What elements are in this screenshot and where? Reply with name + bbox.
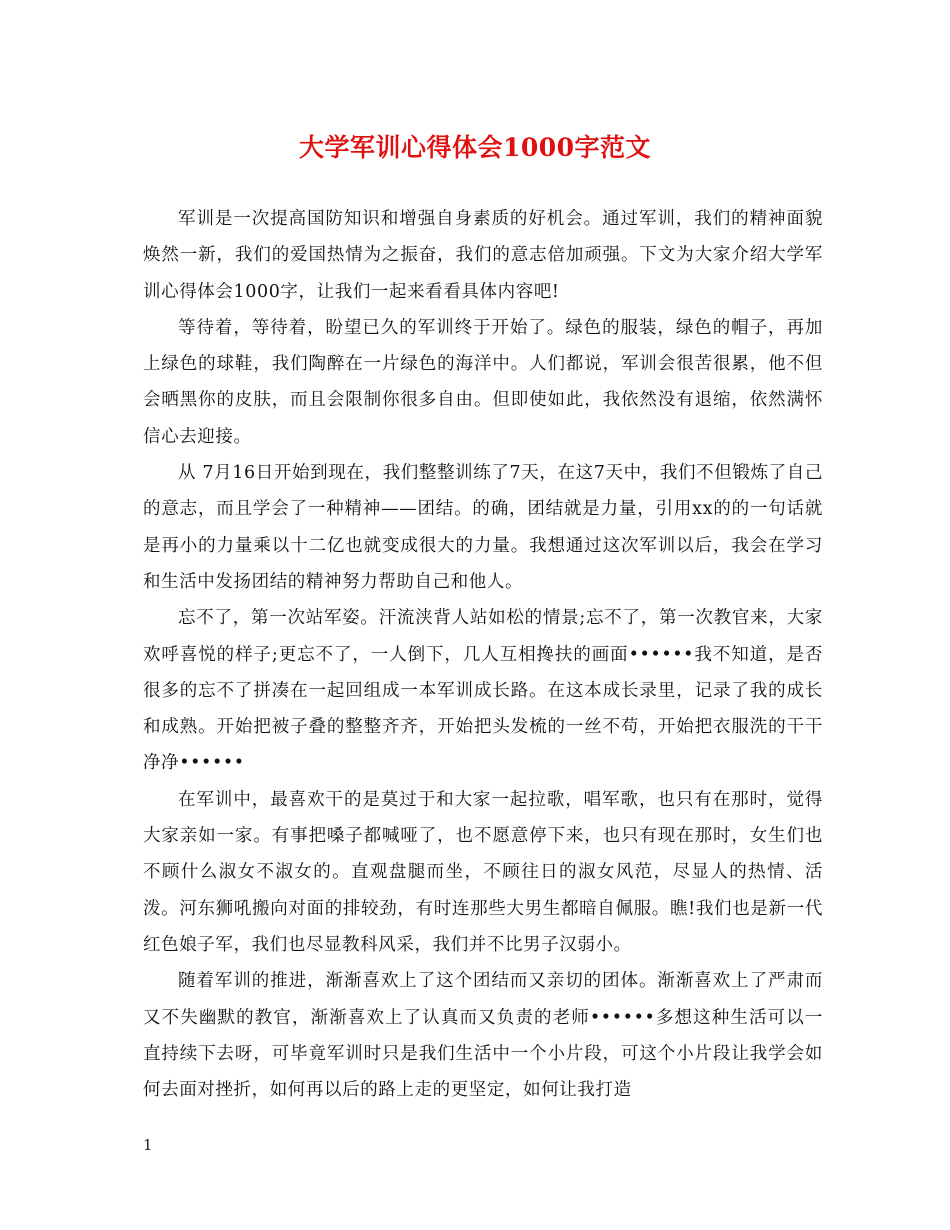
paragraph-1: 军训是一次提高国防知识和增强自身素质的好机会。通过军训，我们的精神面貌焕然一新，我们的爱国热情为之振奋，我们的意志倍加顽强。下文为大家介绍大学军训心得体会1000字，让我们一起来看看具体内容吧! xyxy=(143,209,823,302)
paragraph-3: 从 7月16日开始到现在，我们整整训练了7天，在这7天中，我们不但锻炼了自己的意志，而且学会了一种精神——团结。的确，团结就是力量，引用xx的的一句话就是再小的力量乘以十二亿也就变成很大的力量。我想通过这次军训以后，我会在学习和生活中发扬团结的精神努力帮助自己和他人。 xyxy=(143,463,823,592)
document-title: 大学军训心得体会1000字范文 xyxy=(298,133,652,162)
paragraph-4: 忘不了，第一次站军姿。汗流浃背人站如松的情景;忘不了，第一次教官来，大家欢呼喜悦的样子;更忘不了，一人倒下，几人互相搀扶的画面••••••我不知道，是否很多的忘不了拼凑在一起回组成一本军训成长路。在这本成长录里，记录了我的成长和成熟。开始把被子叠的整整齐齐，开始把头发梳的一丝不苟，开始把衣服洗的干干净净•••••• xyxy=(143,608,823,774)
paragraph-2: 等待着，等待着，盼望已久的军训终于开始了。绿色的服装，绿色的帽子，再加上绿色的球鞋，我们陶醉在一片绿色的海洋中。人们都说，军训会很苦很累，他不但会晒黑你的皮肤，而且会限制你很多自由。但即使如此，我依然没有退缩，依然满怀信心去迎接。 xyxy=(143,317,823,447)
paragraph-5: 在军训中，最喜欢干的是莫过于和大家一起拉歌，唱军歌，也只有在那时，觉得大家亲如一家。有事把嗓子都喊哑了，也不愿意停下来，也只有现在那时，女生们也不顾什么淑女不淑女的。直观盘腿而坐，不顾往日的淑女风范，尽显人的热情、活泼。河东狮吼搬向对面的排较劲，有时连那些大男生都暗自佩服。瞧!我们也是新一代红色娘子军，我们也尽显教科风采，我们并不比男子汉弱小。 xyxy=(143,789,823,955)
page-number: 1 xyxy=(143,1136,153,1154)
document-body xyxy=(143,201,823,1108)
paragraph-6: 随着军训的推进，渐渐喜欢上了这个团结而又亲切的团体。渐渐喜欢上了严肃而又不失幽默的教官，渐渐喜欢上了认真而又负责的老师••••••多想这种生活可以一直持续下去呀，可毕竟军训时只是我们生活中一个小片段，可这个小片段让我学会如何去面对挫折，如何再以后的路上走的更坚定，如何让我打造 xyxy=(143,971,823,1101)
